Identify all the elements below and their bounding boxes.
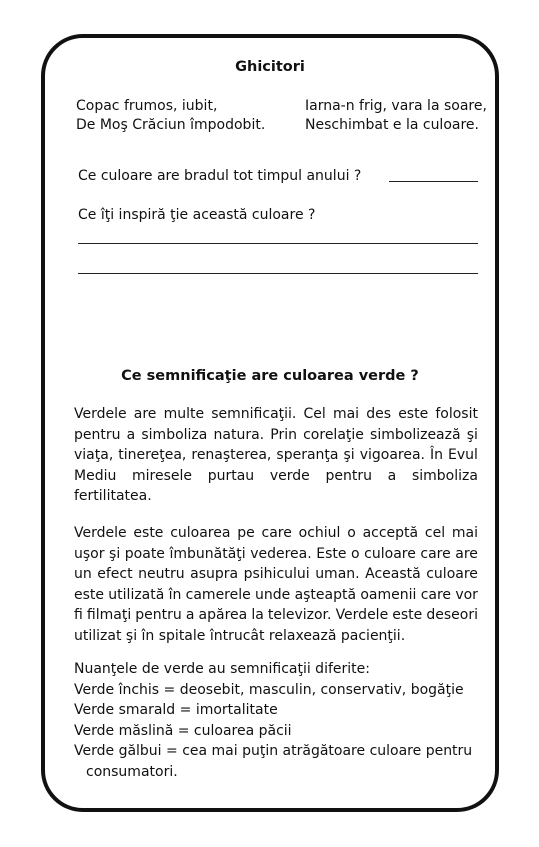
paragraph-line: Verdele este culoarea pe care ochiul o acceptă cel mai xyxy=(74,525,478,541)
question-color-inspiration: Ce îţi inspiră ţie această culoare ? xyxy=(78,207,316,223)
riddle-right xyxy=(305,97,487,135)
shade-item: Verde gălbui = cea mai puţin atrăgătoare culoare pentru xyxy=(74,743,473,759)
paragraph-meanings xyxy=(74,404,478,507)
riddle-left-line: De Moş Crăciun împodobit. xyxy=(76,117,266,133)
answer-line-inspiration[interactable] xyxy=(78,243,478,244)
paragraph-line: utilizat şi în spitale întrucât relaxează pacienţii. xyxy=(74,627,406,644)
shades-intro: Nuanţele de verde au semnificaţii diferite: xyxy=(74,661,370,677)
shade-item: Verde măslină = culoarea păcii xyxy=(74,722,292,739)
answer-line-inspiration[interactable] xyxy=(78,273,478,274)
paragraph-line: este utilizată în camerele unde aşteaptă oamenii care vor xyxy=(74,586,478,603)
paragraph-line: pentru a simboliza natura. Prin corelaţie simbolizează şi xyxy=(74,426,478,443)
question-tree-color: Ce culoare are bradul tot timpul anului ? xyxy=(78,168,362,184)
riddle-right-line: Iarna-n frig, vara la soare, xyxy=(305,98,487,114)
paragraph-eye xyxy=(74,523,478,646)
paragraph-line: viaţa, tinereţea, renaşterea, speranţa şi vigoarea. În Evul xyxy=(74,447,478,463)
riddle-card xyxy=(41,34,499,812)
paragraph-shades xyxy=(74,659,478,782)
paragraph-line: Verdele are multe semnificaţii. Cel mai des este folosit xyxy=(74,406,478,422)
section-title: Ce semnificaţie are culoarea verde ? xyxy=(121,368,419,384)
paragraph-line: fi filmaţi pentru a apărea la televizor. Verdele este deseori xyxy=(74,607,478,623)
paragraph-line: Mediu miresele purtau verde pentru a simboliza xyxy=(74,467,478,484)
paragraph-line: fertilitatea. xyxy=(74,488,152,504)
riddle-left xyxy=(76,97,265,135)
answer-line-tree-color[interactable] xyxy=(389,181,478,182)
paragraph-line: un efect neutru asupra psihicului uman. Această culoare xyxy=(74,566,478,582)
riddle-left-line: Copac frumos, iubit, xyxy=(76,98,218,114)
paragraph-line: uşor şi poate îmbunătăţi vederea. Este o culoare care are xyxy=(74,545,478,562)
shade-item: Verde smarald = imortalitate xyxy=(74,702,278,718)
riddle-right-line: Neschimbat e la culoare. xyxy=(305,117,479,133)
shade-item: Verde închis = deosebit, masculin, conservativ, bogăţie xyxy=(74,681,464,698)
shade-item-continuation: consumatori. xyxy=(86,763,178,780)
card-title: Ghicitori xyxy=(235,59,305,75)
